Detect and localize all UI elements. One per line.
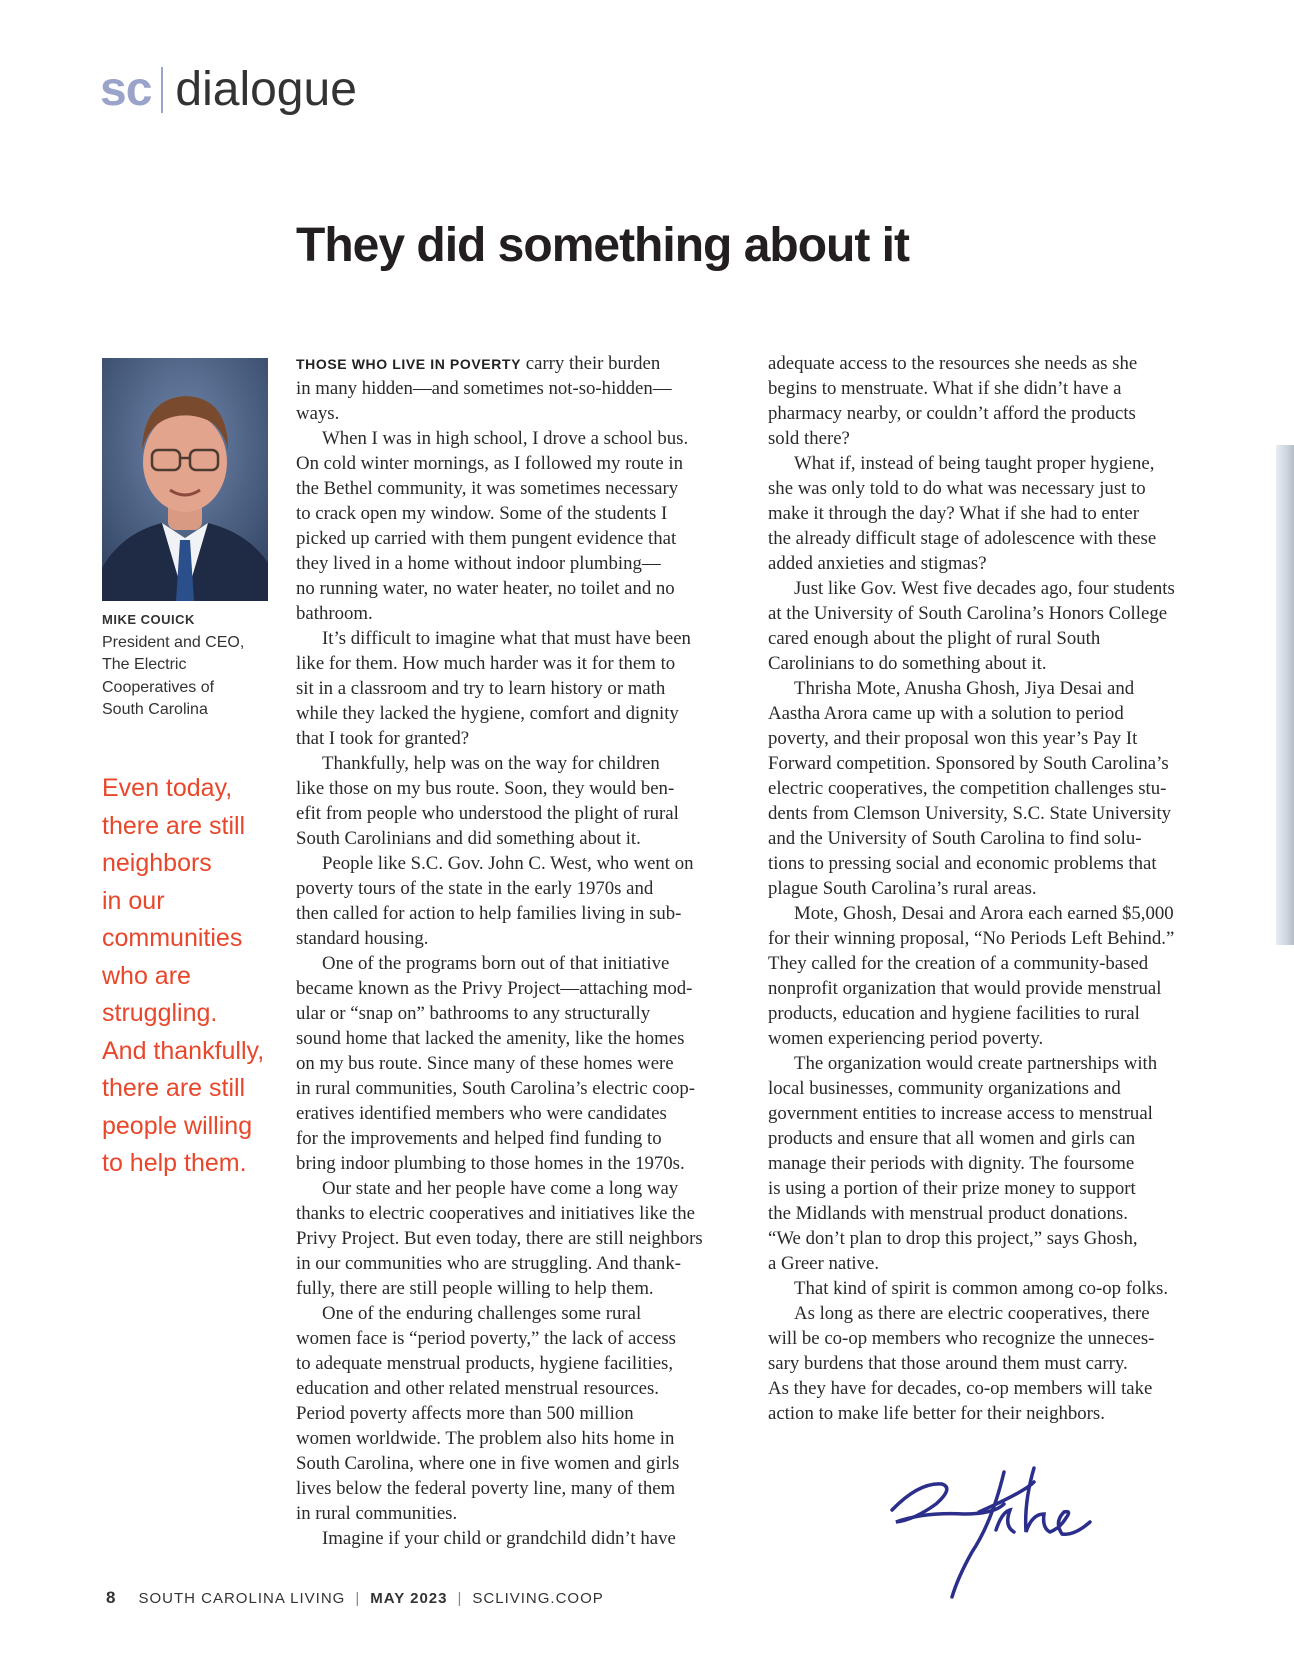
footer-separator: |: [457, 1589, 463, 1607]
article-line: to adequate menstrual products, hygiene facilities,: [296, 1353, 674, 1374]
article-line: eratives identified members who were candidates: [296, 1103, 667, 1124]
article-line: at the University of South Carolina’s Honors College: [768, 603, 1168, 624]
article-line: begins to menstruate. What if she didn’t have a: [768, 378, 1122, 399]
footer-separator: |: [355, 1589, 361, 1607]
article-line: standard housing.: [296, 928, 429, 949]
article-line: women worldwide. The problem also hits home in: [296, 1428, 675, 1449]
article-line: sary burdens that those around them must carry.: [768, 1353, 1128, 1374]
pull-quote-line: to help them.: [102, 1149, 247, 1177]
author-title-line: Cooperatives of: [102, 678, 215, 696]
article-line: ways.: [296, 403, 340, 424]
article-line: the Bethel community, it was sometimes necessary: [296, 478, 679, 499]
pull-quote-line: there are still: [102, 1074, 246, 1102]
article-line: As they have for decades, co-op members will take: [768, 1378, 1153, 1399]
article-line: while they lacked the hygiene, comfort and dignity: [296, 703, 679, 724]
article-line: in rural communities, South Carolina’s electric coop-: [296, 1078, 696, 1099]
article-line: then called for action to help families living in sub-: [296, 903, 682, 924]
article-line: Forward competition. Sponsored by South Carolina’s: [768, 753, 1169, 774]
author-title-line: President and CEO,: [102, 633, 245, 651]
article-line: lives below the federal poverty line, many of them: [296, 1478, 676, 1499]
author-caption: [102, 609, 277, 722]
article-line: When I was in high school, I drove a school bus.: [322, 428, 689, 449]
article-line: South Carolinians and did something about it.: [296, 828, 641, 849]
article-line: nonprofit organization that would provide menstrual: [768, 978, 1162, 999]
article-line: bring indoor plumbing to those homes in the 1970s.: [296, 1153, 685, 1174]
article-line: women face is “period poverty,” the lack of access: [296, 1328, 676, 1349]
article-line: government entities to increase access to menstrual: [768, 1103, 1153, 1124]
article-line: sold there?: [768, 428, 850, 449]
article-line: to crack open my window. Some of the students I: [296, 503, 668, 524]
adjacent-page-edge: [1276, 445, 1294, 945]
article-line: One of the programs born out of that initiative: [322, 953, 670, 974]
article-line: they lived in a home without indoor plumbing—: [296, 553, 661, 574]
article-line: became known as the Privy Project—attaching mod-: [296, 978, 693, 999]
article-line: the already difficult stage of adolescence with these: [768, 528, 1157, 549]
section-prefix: sc: [100, 63, 152, 116]
section-divider: [161, 67, 163, 113]
article-line: It’s difficult to imagine what that must have been: [322, 628, 691, 649]
pull-quote-line: struggling.: [102, 999, 218, 1027]
article-line: Our state and her people have come a long way: [322, 1178, 679, 1199]
article-line: action to make life better for their neighbors.: [768, 1403, 1105, 1424]
article-line: bathroom.: [296, 603, 373, 624]
article-line: poverty tours of the state in the early 1970s and: [296, 878, 654, 899]
article-line: will be co-op members who recognize the unneces-: [768, 1328, 1155, 1349]
article-line: added anxieties and stigmas?: [768, 553, 987, 574]
pull-quote-line: there are still: [102, 811, 246, 840]
article-line: On cold winter mornings, as I followed my route in: [296, 453, 684, 474]
pull-quote: [102, 770, 287, 1183]
article-line: thanks to electric cooperatives and initiatives like the: [296, 1203, 695, 1224]
article-line: in our communities who are struggling. And thank-: [296, 1253, 681, 1274]
article-line: pharmacy nearby, or couldn’t afford the products: [768, 403, 1136, 424]
pull-quote-line: neighbors: [102, 849, 212, 877]
article-line: for their winning proposal, “No Periods Left Behind.”: [768, 928, 1175, 949]
signature-mark-icon: [884, 1452, 1104, 1602]
lead-in: THOSE WHO LIVE IN POVERTY: [296, 356, 522, 372]
article-line: South Carolina, where one in five women and girls: [296, 1453, 680, 1474]
signature: [884, 1452, 1104, 1602]
author-photo: [102, 358, 268, 601]
pull-quote-line: in our: [102, 886, 165, 915]
article-line: Carolinians to do something about it.: [768, 653, 1047, 674]
article-line: dents from Clemson University, S.C. State University: [768, 803, 1172, 824]
article-line: [296, 351, 744, 376]
article-line: As long as there are electric cooperatives, there: [794, 1303, 1150, 1324]
website: SCLIVING.COOP: [472, 1589, 604, 1607]
article-line: women experiencing period poverty.: [768, 1028, 1044, 1049]
article-line: That kind of spirit is common among co-op folks.: [794, 1278, 1169, 1299]
section-header: [100, 62, 357, 118]
author-title-line: South Carolina: [102, 701, 208, 718]
headline: They did something about it: [296, 219, 909, 272]
pull-quote-line: Even today,: [102, 774, 233, 802]
article-line: she was only told to do what was necessary just to: [768, 478, 1146, 499]
article-line: “We don’t plan to drop this project,” says Ghosh,: [768, 1228, 1138, 1249]
article-column-2: [768, 351, 1220, 1426]
article-line: that I took for granted?: [296, 728, 470, 749]
page-footer: [106, 1588, 604, 1608]
page-number: 8: [106, 1588, 117, 1607]
article-line: Thankfully, help was on the way for children: [322, 753, 660, 774]
article-line: in rural communities.: [296, 1503, 458, 1524]
article-line: education and other related menstrual resources.: [296, 1378, 659, 1399]
article-line: Aastha Arora came up with a solution to period: [768, 703, 1124, 724]
pull-quote-line: communities: [102, 924, 243, 952]
article-line: in many hidden—and sometimes not-so-hidden—: [296, 378, 672, 399]
article-line: like for them. How much harder was it for them to: [296, 653, 676, 674]
article-line: make it through the day? What if she had to enter: [768, 503, 1139, 524]
article-line: Thrisha Mote, Anusha Ghosh, Jiya Desai and: [794, 678, 1135, 699]
article-line: electric cooperatives, the competition challenges stu-: [768, 778, 1167, 799]
article-line: the Midlands with menstrual product donations.: [768, 1203, 1128, 1224]
article-line: fully, there are still people willing to help them.: [296, 1278, 654, 1299]
article-line: efit from people who understood the plight of rural: [296, 803, 679, 824]
article-line: adequate access to the resources she needs as she: [768, 353, 1138, 374]
article-line: cared enough about the plight of rural South: [768, 628, 1101, 649]
article-line: People like S.C. Gov. John C. West, who went on: [322, 853, 694, 874]
article-line: products and ensure that all women and girls can: [768, 1128, 1136, 1149]
article-line: Just like Gov. West five decades ago, four students: [794, 578, 1175, 599]
publication-name: SOUTH CAROLINA LIVING: [138, 1589, 346, 1607]
article-line: One of the enduring challenges some rural: [322, 1303, 642, 1324]
article-line: picked up carried with them pungent evidence that: [296, 528, 677, 549]
section-name: dialogue: [175, 63, 357, 116]
article-line: They called for the creation of a community-based: [768, 953, 1149, 974]
article-line: ular or “snap on” bathrooms to any structurally: [296, 1003, 651, 1024]
issue-date: MAY 2023: [370, 1589, 448, 1607]
article-line: tions to pressing social and economic problems that: [768, 853, 1157, 874]
article-line: Privy Project. But even today, there are still neighbors: [296, 1228, 703, 1249]
article-column-1: [296, 351, 744, 1551]
article-line: Period poverty affects more than 500 million: [296, 1403, 634, 1424]
article-line: manage their periods with dignity. The foursome: [768, 1153, 1135, 1174]
article-line: Mote, Ghosh, Desai and Arora each earned $5,000: [794, 903, 1174, 924]
author-title-line: The Electric: [102, 656, 187, 673]
article-line: and the University of South Carolina to find solu-: [768, 828, 1142, 849]
article-line: no running water, no water heater, no toilet and no: [296, 578, 675, 599]
author-name: MIKE COUICK: [102, 612, 195, 627]
article-line: sound home that lacked the amenity, like the homes: [296, 1028, 685, 1049]
article-line: local businesses, community organizations and: [768, 1078, 1121, 1099]
article-line: plague South Carolina’s rural areas.: [768, 878, 1037, 899]
article-line-text: carry their burden: [521, 353, 661, 374]
article-line: like those on my bus route. Soon, they would ben-: [296, 778, 675, 799]
article-line: on my bus route. Since many of these homes were: [296, 1053, 674, 1074]
article-line: Imagine if your child or grandchild didn’t have: [322, 1528, 676, 1549]
article-line: The organization would create partnerships with: [794, 1053, 1158, 1074]
article-line: What if, instead of being taught proper hygiene,: [794, 453, 1155, 474]
pull-quote-line: people willing: [102, 1111, 253, 1140]
article-line: for the improvements and helped find funding to: [296, 1128, 662, 1149]
portrait-photo-icon: [102, 358, 268, 601]
article-line: a Greer native.: [768, 1253, 880, 1274]
article-line: sit in a classroom and try to learn history or math: [296, 678, 666, 699]
pull-quote-line: And thankfully,: [102, 1036, 265, 1065]
pull-quote-line: who are: [102, 961, 191, 990]
article-line: is using a portion of their prize money to support: [768, 1178, 1136, 1199]
article-line: products, education and hygiene facilities to rural: [768, 1003, 1140, 1024]
article-line: poverty, and their proposal won this year’s Pay It: [768, 728, 1138, 749]
